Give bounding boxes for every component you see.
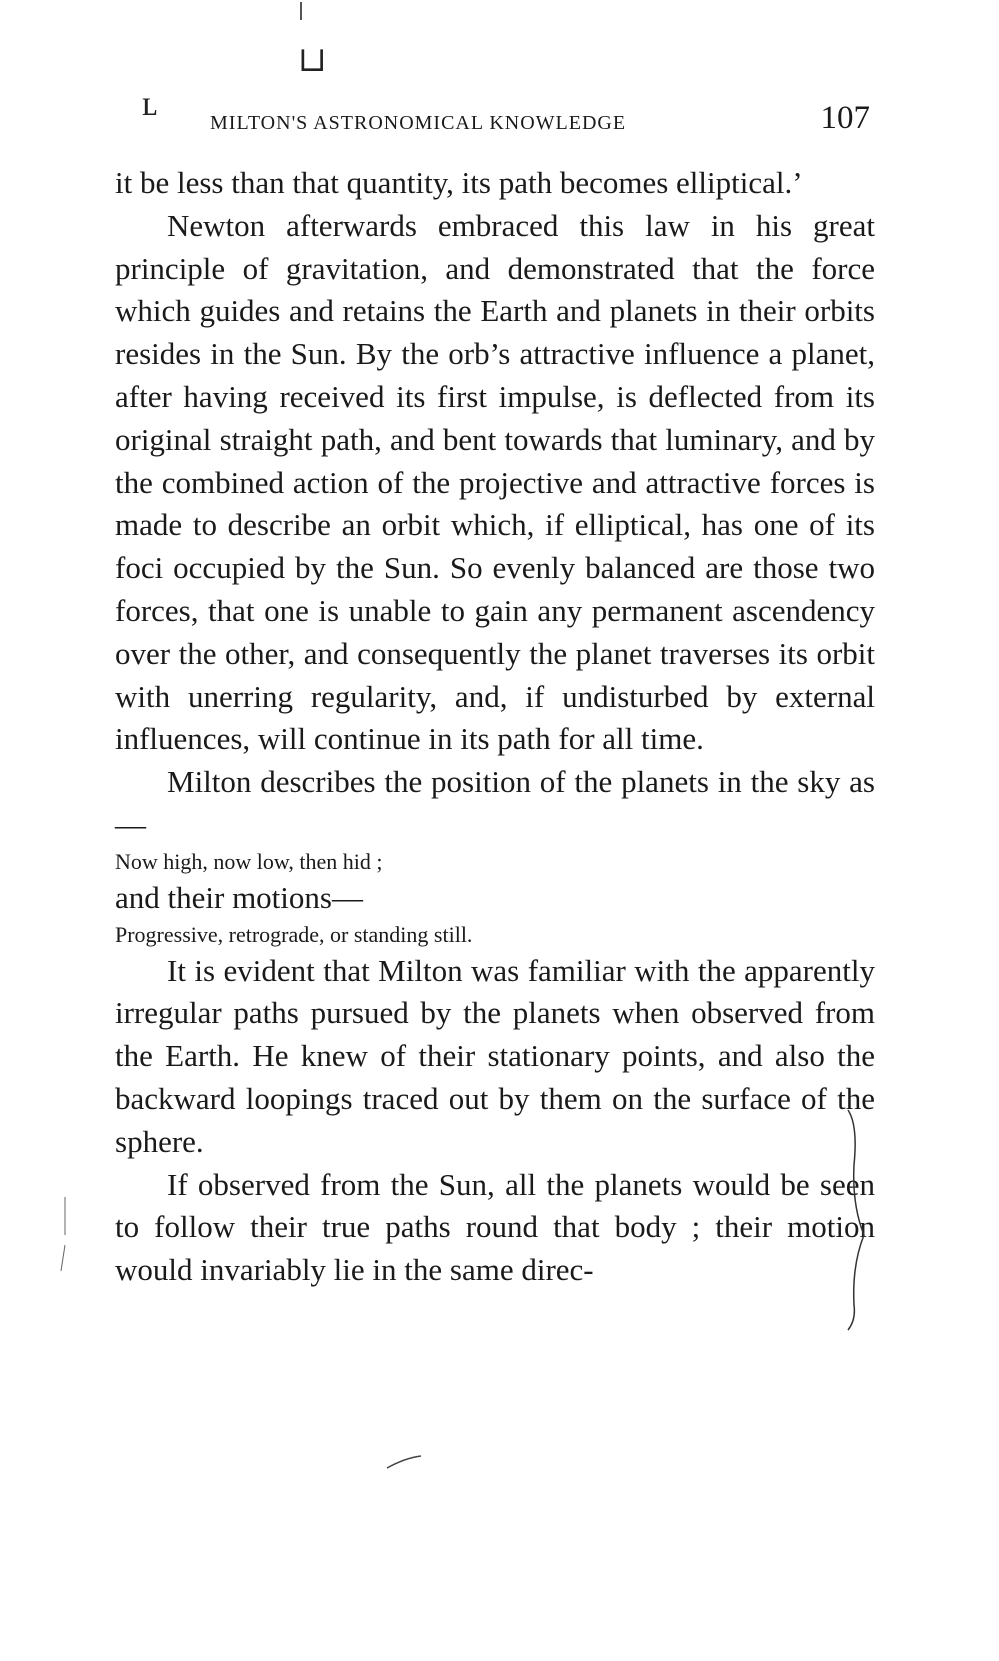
paragraph-3: Milton describes the position of the planets in the sky as— [115, 764, 875, 842]
margin-bracket [840, 1105, 880, 1335]
margin-dash-left [55, 1195, 75, 1275]
paragraph-4: and their motions— [115, 879, 363, 915]
paragraph-5: It is evident that Milton was familiar with the apparently irregular paths pursued by the planets when observed from the Earth. He knew of their stationary points, and also the backward loopings traced out by them on the surface of the sphere. [115, 952, 875, 1159]
body-text [115, 162, 875, 1292]
scan-mark-glyph: ⊔ [298, 42, 327, 79]
scan-mark-corner: ʟ [142, 83, 158, 123]
paragraph-1: it be less than that quantity, its path becomes elliptical.’ [115, 165, 803, 200]
verse-quote-2: Progressive, retrograde, or standing still. [115, 921, 473, 947]
paragraph-2: Newton afterwards embraced this law in his great principle of gravitation, and demonstrated that the force which guides and retains the Earth and planets in their orbits resides in the Sun. By the orb’s attractive influence a planet, after having received its first impulse, is deflected from its original straight path, and bent towards that luminary, and by the combined action of the projective and attractive forces is made to describe an orbit which, if elliptical, has one of its foci occupied by the Sun. So evenly balanced are those two forces, that one is unable to gain any permanent ascendency over the other, and consequently the planet traverses its orbit with unerring regularity, and, if undisturbed by external influences, will continue in its path for all time. [115, 207, 875, 757]
scan-mark-bottom [385, 1452, 425, 1472]
page-number: 107 [820, 100, 870, 136]
paragraph-6: If observed from the Sun, all the planets would be seen to follow their true paths round that body ; their motion would invariably lie in the same direc- [115, 1166, 875, 1288]
running-head: MILTON'S ASTRONOMICAL KNOWLEDGE [210, 112, 627, 134]
scan-mark-top [300, 2, 302, 20]
page-header [210, 100, 870, 140]
verse-quote-1: Now high, now low, then hid ; [115, 848, 383, 874]
